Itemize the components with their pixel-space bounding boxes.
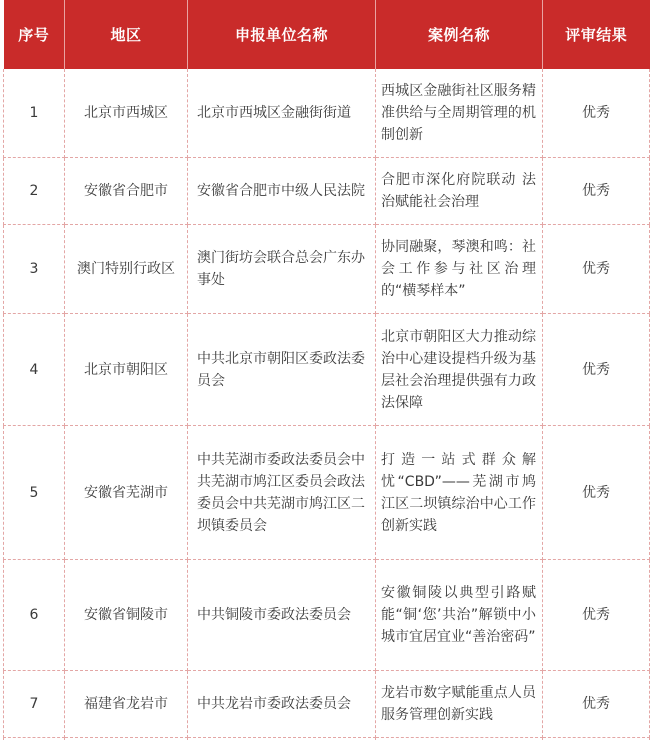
table-row bbox=[4, 158, 650, 225]
row-region: 安徽省芜湖市 bbox=[65, 426, 188, 560]
row-unit: 中共铜陵市委政法委员会 bbox=[188, 560, 376, 671]
table-row bbox=[4, 314, 650, 426]
row-number: 3 bbox=[4, 225, 65, 314]
row-result: 优秀 bbox=[543, 158, 650, 225]
row-case: 打造一站式群众解忧“CBD”——芜湖市鸠江区二坝镇综治中心工作创新实践 bbox=[376, 426, 543, 560]
row-case: 北京市朝阳区大力推动综治中心建设提档升级为基层社会治理提供强有力政法保障 bbox=[376, 314, 543, 426]
header-number: 序号 bbox=[4, 0, 65, 69]
row-case: 安徽铜陵以典型引路赋能“铜‘您’共治”解锁中小城市宜居宜业“善治密码” bbox=[376, 560, 543, 671]
header-region: 地区 bbox=[65, 0, 188, 69]
row-unit: 北京市西城区金融街街道 bbox=[188, 69, 376, 158]
header-case: 案例名称 bbox=[376, 0, 543, 69]
row-region: 澳门特别行政区 bbox=[65, 225, 188, 314]
row-number: 5 bbox=[4, 426, 65, 560]
row-unit: 澳门街坊会联合总会广东办事处 bbox=[188, 225, 376, 314]
table-header bbox=[4, 0, 650, 69]
header-unit: 申报单位名称 bbox=[188, 0, 376, 69]
row-unit: 中共芜湖市委政法委员会中共芜湖市鸠江区委员会政法委员会中共芜湖市鸠江区二坝镇委员会 bbox=[188, 426, 376, 560]
row-unit: 中共北京市朝阳区委政法委员会 bbox=[188, 314, 376, 426]
row-result: 优秀 bbox=[543, 225, 650, 314]
row-result: 优秀 bbox=[543, 314, 650, 426]
row-number: 1 bbox=[4, 69, 65, 158]
row-region: 北京市朝阳区 bbox=[65, 314, 188, 426]
row-number: 7 bbox=[4, 671, 65, 738]
row-result: 优秀 bbox=[543, 560, 650, 671]
row-region: 北京市西城区 bbox=[65, 69, 188, 158]
table-row bbox=[4, 225, 650, 314]
table-row bbox=[4, 671, 650, 738]
row-result: 优秀 bbox=[543, 69, 650, 158]
row-result: 优秀 bbox=[543, 671, 650, 738]
table-row bbox=[4, 69, 650, 158]
row-region: 安徽省铜陵市 bbox=[65, 560, 188, 671]
row-number: 6 bbox=[4, 560, 65, 671]
row-region: 福建省龙岩市 bbox=[65, 671, 188, 738]
table-row bbox=[4, 426, 650, 560]
row-number: 4 bbox=[4, 314, 65, 426]
row-case: 西城区金融街社区服务精准供给与全周期管理的机制创新 bbox=[376, 69, 543, 158]
header-result: 评审结果 bbox=[543, 0, 650, 69]
row-unit: 安徽省合肥市中级人民法院 bbox=[188, 158, 376, 225]
row-case: 合肥市深化府院联动 法治赋能社会治理 bbox=[376, 158, 543, 225]
row-case: 协同融聚，琴澳和鸣：社会工作参与社区治理的“横琴样本” bbox=[376, 225, 543, 314]
table-row bbox=[4, 560, 650, 671]
row-number: 2 bbox=[4, 158, 65, 225]
table-body bbox=[4, 69, 650, 740]
row-result: 优秀 bbox=[543, 426, 650, 560]
row-case: 龙岩市数字赋能重点人员服务管理创新实践 bbox=[376, 671, 543, 738]
row-region: 安徽省合肥市 bbox=[65, 158, 188, 225]
header-row bbox=[4, 0, 650, 69]
awards-table bbox=[3, 0, 650, 740]
row-unit: 中共龙岩市委政法委员会 bbox=[188, 671, 376, 738]
